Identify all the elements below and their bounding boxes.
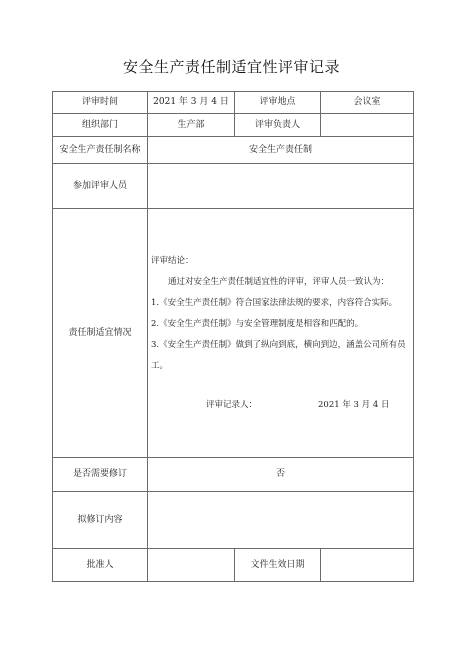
org-dept-value: 生产部	[148, 114, 235, 137]
table-row	[53, 114, 414, 137]
signature-line	[151, 395, 411, 416]
revise-content-value	[148, 492, 414, 549]
table-row	[53, 458, 414, 492]
table-row	[53, 549, 414, 582]
approver-label: 批准人	[53, 549, 148, 582]
review-item-2: 2.《安全生产责任制》与安全管理制度是相容和匹配的。	[151, 318, 364, 329]
review-conclusion	[148, 251, 413, 416]
review-time-label: 评审时间	[53, 92, 148, 114]
review-place-label: 评审地点	[235, 92, 321, 114]
suitability-content	[148, 209, 414, 458]
review-item-3: 3.《安全生产责任制》做到了纵向到底，横向到边，涵盖公司所有员工。	[151, 339, 406, 371]
review-place-value: 会议室	[321, 92, 414, 114]
review-lead-value	[321, 114, 414, 137]
system-name-value: 安全生产责任制	[148, 137, 414, 164]
participants-value	[148, 164, 414, 209]
review-record-table	[52, 91, 414, 582]
table-row	[53, 209, 414, 458]
review-item-1: 1.《安全生产责任制》符合国家法律法规的要求，内容符合实际。	[151, 297, 398, 308]
table-row	[53, 492, 414, 549]
review-heading: 评审结论：	[151, 255, 194, 266]
table-row	[53, 137, 414, 164]
revise-needed-value: 否	[148, 458, 414, 492]
approver-value	[148, 549, 235, 582]
system-name-label: 安全生产责任制名称	[53, 137, 148, 164]
review-lead-label: 评审负责人	[235, 114, 321, 137]
document-title: 安全生产责任制适宜性评审记录	[122, 58, 340, 76]
recorder-label: 评审记录人：	[206, 399, 258, 410]
table-row	[53, 92, 414, 114]
review-intro: 通过对安全生产责任制适宜性的评审，评审人员一致认为：	[168, 276, 390, 287]
effective-date-value	[321, 549, 414, 582]
record-date: 2021 年 3 月 4 日	[318, 399, 390, 410]
suitability-label: 责任制适宜情况	[53, 209, 148, 458]
revise-needed-label: 是否需要修订	[53, 458, 148, 492]
review-time-value: 2021 年 3 月 4 日	[148, 92, 235, 114]
effective-date-label: 文件生效日期	[235, 549, 321, 582]
participants-label: 参加评审人员	[53, 164, 148, 209]
table-row	[53, 164, 414, 209]
org-dept-label: 组织部门	[53, 114, 148, 137]
revise-content-label: 拟修订内容	[53, 492, 148, 549]
